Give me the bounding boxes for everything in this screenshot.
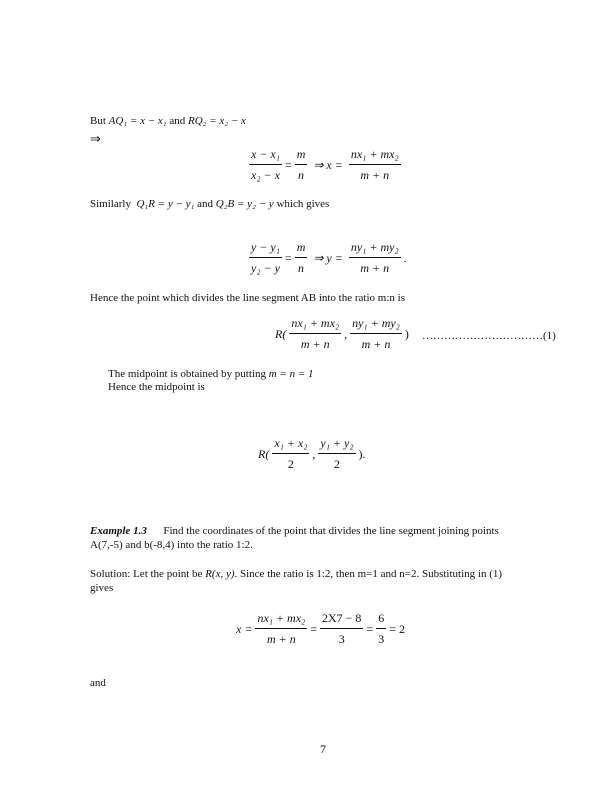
operator: =	[310, 621, 317, 636]
text-line-hence: Hence the point which divides the line segment AB into the ratio m:n is	[90, 292, 405, 304]
text: R(	[258, 446, 270, 461]
fraction	[249, 240, 282, 276]
denominator: m + n	[266, 632, 296, 646]
example-label: Example 1.3	[90, 525, 147, 537]
numerator: nx₁ + mx₂	[255, 611, 307, 629]
equation-y	[246, 240, 407, 276]
denominator: 3	[338, 632, 345, 646]
solution-line	[90, 568, 502, 580]
text-line-hence-midpoint: Hence the midpoint is	[108, 381, 205, 393]
text: and	[197, 198, 214, 210]
text: . Since the ratio is 1:2, then m=1 and n=2. Substituting in (1)	[234, 568, 503, 580]
operator: =	[366, 621, 374, 636]
numerator: 6	[376, 611, 386, 629]
fraction	[350, 316, 402, 352]
text: which gives	[276, 198, 330, 210]
fraction	[376, 611, 386, 647]
numerator: m	[295, 147, 308, 165]
page-number: 7	[320, 742, 326, 756]
text-and: and	[90, 677, 106, 689]
period: .	[403, 250, 407, 265]
text-line-midpoint	[108, 368, 314, 380]
operator: =	[284, 250, 292, 265]
fraction	[289, 316, 341, 352]
operator: ⇒ x =	[313, 157, 343, 172]
fraction	[349, 240, 401, 276]
denominator: n	[298, 261, 305, 275]
math-aq1: AQ₁ = x − x₁	[108, 115, 167, 127]
fraction	[255, 611, 307, 647]
denominator: 3	[378, 632, 385, 646]
text: But	[90, 115, 106, 127]
text: = 2	[389, 621, 405, 636]
solution-text: gives	[90, 582, 114, 594]
operator: ⇒ y =	[313, 250, 343, 265]
text: R(	[275, 326, 287, 341]
text: ,	[312, 446, 316, 461]
equation-midpoint	[258, 436, 366, 472]
fraction	[349, 147, 401, 183]
text-line-similarly	[90, 198, 329, 210]
denominator: m + n	[360, 261, 390, 275]
numerator: x₁ + x₂	[272, 436, 309, 454]
example-heading	[90, 525, 499, 537]
numerator: x − x₁	[249, 147, 282, 165]
fraction	[318, 436, 355, 472]
text: )	[404, 326, 409, 341]
denominator: m + n	[361, 337, 391, 351]
math-q2b: Q₂B = y₂ − y	[215, 198, 274, 210]
fraction	[295, 240, 308, 276]
denominator: m + n	[300, 337, 330, 351]
denominator: 2	[287, 457, 294, 471]
equation-label: ……………………………(1)	[422, 330, 556, 342]
math-condition: m = n = 1	[268, 368, 314, 380]
text: Solution: Let the point be	[90, 568, 203, 580]
denominator: x₂ − x	[251, 168, 280, 182]
numerator: ny₁ + my₂	[349, 240, 401, 258]
equation-solution	[236, 611, 405, 647]
text: ).	[358, 446, 366, 461]
text: x =	[236, 621, 253, 636]
math-point: R(x, y)	[205, 568, 235, 580]
operator: =	[284, 157, 292, 172]
denominator: m + n	[360, 168, 390, 182]
denominator: n	[298, 168, 305, 182]
text-line-but	[90, 115, 246, 127]
text: Find the coordinates of the point that divides the line segment joining points	[163, 525, 499, 537]
numerator: 2X7 − 8	[320, 611, 363, 629]
numerator: m	[295, 240, 308, 258]
denominator: y₂ − y	[251, 261, 280, 275]
example-text: A(7,-5) and b(-8,4) into the ratio 1:2.	[90, 539, 253, 551]
fraction	[320, 611, 363, 647]
numerator: nx₁ + mx₂	[289, 316, 341, 334]
numerator: ny₁ + my₂	[350, 316, 402, 334]
text: ,	[344, 326, 348, 341]
text: and	[169, 115, 186, 127]
fraction	[295, 147, 308, 183]
fraction	[249, 147, 282, 183]
numerator: nx₁ + mx₂	[349, 147, 401, 165]
implies-symbol: ⇒	[90, 131, 101, 146]
denominator: 2	[333, 457, 340, 471]
math-rq2: RQ₂ = x₂ − x	[187, 115, 246, 127]
equation-r	[275, 316, 409, 352]
math-q1r: Q₁R = y − y₁	[136, 198, 195, 210]
equation-x	[246, 147, 404, 183]
text: The midpoint is obtained by putting	[108, 368, 266, 380]
text: Similarly	[90, 198, 131, 210]
numerator: y − y₁	[249, 240, 282, 258]
fraction	[272, 436, 309, 472]
numerator: y₁ + y₂	[318, 436, 355, 454]
